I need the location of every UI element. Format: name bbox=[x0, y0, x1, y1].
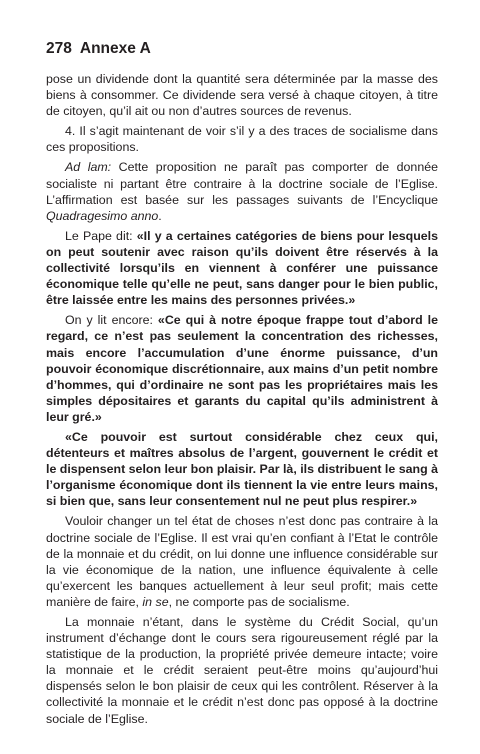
quotation: «Ce qui à notre époque frappe tout d’abord le regard, ce n’est pas seulement la concentration des richesses, mais encore l’accumulation d’une énorme puissance, d’un pouvoir économique discrétionnaire, aux mains d’un petit nombre d’hommes, qui d’ordinaire ne sont pas les propriétaires mais les simples dépositaires et garants du capital qu’ils administrent à leur gré.» bbox=[46, 313, 438, 424]
paragraph-pope-quote bbox=[46, 228, 438, 308]
book-page bbox=[46, 40, 438, 731]
latin-phrase: in se bbox=[142, 594, 169, 609]
page-number: 278 bbox=[46, 40, 72, 57]
paragraph-end: , ne comporte pas de socialisme. bbox=[168, 594, 350, 609]
running-header bbox=[46, 40, 438, 58]
paragraph-text: La monnaie n’étant, dans le système du Crédit Social, qu’un instrument d’échange dont le cours sera rigoureusement réglé par la statistique de la production, la propriété privée demeure intacte; voire la monnaie et le crédit seraient peut-être moins qu’aujourd’hui dispensés selon le bon plaisir de ceux qui les contrôlent. Réserver à la collectivité la monnaie et le crédit n’est donc pas opposé à la doctrine sociale de l’Eglise. bbox=[46, 615, 438, 726]
paragraph-label: Ad lam: bbox=[65, 160, 112, 175]
paragraph-conclusion bbox=[46, 513, 438, 610]
paragraph-continuation bbox=[46, 71, 438, 119]
paragraph-lead: On y lit encore: bbox=[65, 313, 158, 328]
quotation: «Il y a certaines catégories de biens pour lesquels on peut soutenir avec raison qu’ils doivent être réservés à la collectivité lorsqu’ils en viennent à conférer une puissance économique telle qu’elle ne peut, sans danger pour le bien public, être laissée entre les mains des personnes privées.» bbox=[46, 228, 439, 308]
paragraph-text: 4. Il s’agit maintenant de voir s’il y a des traces de socialisme dans ces propositions. bbox=[46, 124, 438, 155]
paragraph-second-quote bbox=[46, 312, 438, 425]
paragraph-lead: Le Pape dit: bbox=[65, 228, 137, 243]
paragraph-question-4 bbox=[46, 123, 438, 155]
paragraph-third-quote bbox=[46, 429, 438, 509]
paragraph-text: pose un dividende dont la quantité sera déterminée par la masse des biens à consommer. Ce dividende sera versé à chaque citoyen, à titre de citoyen, qu’il ait ou non d’autres sources de revenus. bbox=[46, 72, 438, 119]
encyclical-title: Quadragesimo anno bbox=[46, 208, 159, 223]
section-title: Annexe A bbox=[79, 40, 151, 57]
paragraph-end: . bbox=[158, 208, 162, 223]
paragraph-ad-iam bbox=[46, 159, 438, 223]
paragraph-text: Cette proposition ne paraît pas comporter de donnée socialiste ni partant être contraire à la doctrine sociale de l’Eglise. L’affirmation est basée sur les passages suivants de l’Encyclique bbox=[46, 160, 438, 207]
quotation: «Ce pouvoir est surtout considérable chez ceux qui, détenteurs et maîtres absolus de l’argent, gouvernent le crédit et le dispensent selon leur bon plaisir. Par là, ils distribuent le sang à l’organisme économique dont ils tiennent la vie entre leurs mains, si bien que, sans leur consentement nul ne peut plus respirer.» bbox=[46, 429, 438, 509]
paragraph-text: Vouloir changer un tel état de choses n’est donc pas contraire à la doctrine sociale de l’Eglise. Il est vrai qu’en confiant à l’Etat le contrôle de la monnaie et du crédit, on lui donne une influence considérable sur la vie économique de la nation, une influence équivalente à celle qu’exercent les banques actuellement à leur seul profit; mais cette manière de faire, bbox=[46, 514, 438, 609]
paragraph-money bbox=[46, 614, 438, 727]
